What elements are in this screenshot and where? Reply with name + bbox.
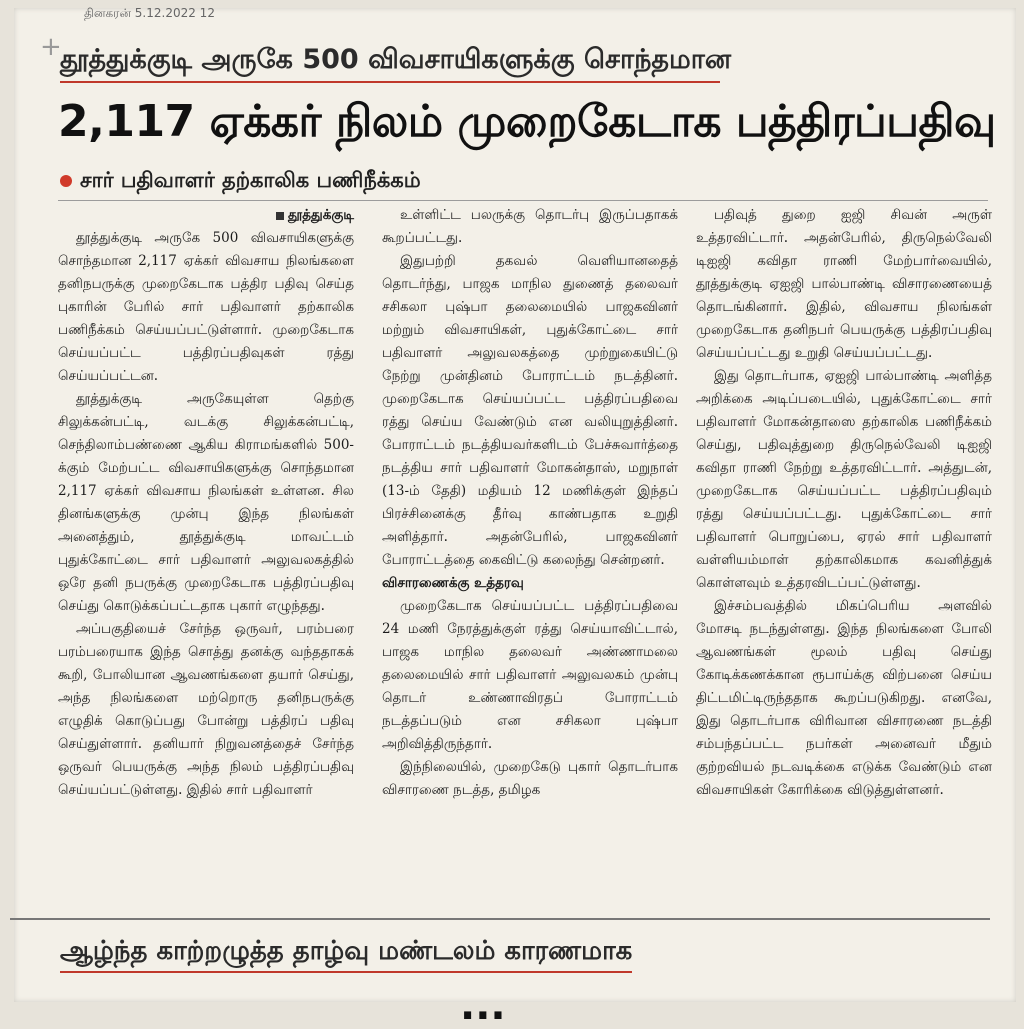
paragraph: உள்ளிட்ட பலருக்கு தொடர்பு இருப்பதாகக் கூறப்பட்டது. (382, 207, 678, 246)
dateline-text: தூத்துக்குடி (287, 207, 354, 223)
next-article-headline: ... (460, 983, 506, 1029)
article-headline: 2,117 ஏக்கர் நிலம் முறைகேடாக பத்திரப்பதிவு (58, 96, 996, 147)
paragraph: அப்பகுதியைச் சேர்ந்த ஒருவர், பரம்பரை பரம்பரையாக இந்த சொத்து தனக்கு வந்ததாகக் கூறி, போலியான ஆவணங்களை தயார் செய்து, அந்த நிலங்களை மற்றொரு தனிநபருக்கு எழுதிக் கொடுப்பது போன்று பத்திரப் பதிவு செய்துள்ளார். தனியார் நிறுவனத்தைச் சேர்ந்த ஒருவர் பெயருக்கு அந்த நிலம் பத்திரப்பதிவு செய்யப்பட்டுள்ளது. இதில் சார் பதிவாளர் (58, 621, 354, 798)
dateline (58, 204, 354, 227)
dateline-square-icon (276, 212, 284, 220)
article-subdeck (60, 168, 421, 195)
next-article-kicker: ஆழ்ந்த காற்றழுத்த தாழ்வு மண்டலம் காரணமாக (60, 936, 632, 973)
page-header-strip: தினகரன் 5.12.2022 12 (84, 6, 215, 20)
article-separator (10, 918, 990, 920)
paragraph: தூத்துக்குடி அருகேயுள்ள தெற்கு சிலுக்கன்பட்டி, வடக்கு சிலுக்கன்பட்டி, செந்திலாம்பண்ணை ஆகிய கிராமங்களில் 500-க்கும் மேற்பட்ட விவசாயிகளுக்கு சொந்தமான 2,117 ஏக்கர் விவசாய நிலங்கள் உள்ளன. சில தினங்களுக்கு முன்பு இந்த நிலங்கள் அனைத்தும், தூத்துக்குடி மாவட்டம் புதுக்கோட்டை சார் பதிவாளர் அலுவலகத்தில் ஒரே தனி நபருக்கு முறைகேடாக பத்திரப்பதிவு செய்து கொடுக்கப்பட்டதாக புகார் எழுந்தது. (58, 391, 354, 614)
paragraph: இதுபற்றி தகவல் வெளியானதைத் தொடர்ந்து, பாஜக மாநில துணைத் தலைவர் சசிகலா புஷ்பா தலைமையில் பாஜகவினர் மற்றும் விவசாயிகள், புதுக்கோட்டை சார் பதிவாளர் அலுவலகத்தை முற்றுகையிட்டு நேற்று முன்தினம் போராட்டம் நடத்தினர். முறைகேடாக செய்யப்பட்ட பத்திரப்பதிவை ரத்து செய்ய வேண்டும் என வலியுறுத்தினர். போராட்டம் நடத்தியவர்களிடம் பேச்சுவார்த்தை நடத்திய சார் பதிவாளர் மோகன்தாஸ், மறுநாள் (13-ம் தேதி) மதியம் 12 மணிக்குள் இந்தப் பிரச்சினைக்கு தீர்வு காண்பதாக உறுதி அளித்தார். அதன்பேரில், பாஜகவினர் போராட்டத்தை கைவிட்டு கலைந்து சென்றனர். (382, 253, 678, 568)
paragraph: பதிவுத் துறை ஐஜி சிவன் அருள் உத்தரவிட்டார். அதன்பேரில், திருநெல்வேலி டிஐஜி கவிதா ராணி மேற்பார்வையில், தூத்துக்குடி ஏஐஜி பால்பாண்டி விசாரணையைத் தொடங்கினார். இதில், விவசாய நிலங்கள் முறைகேடாக தனிநபர் பெயருக்கு பத்திரப்பதிவு செய்யப்பட்டது உறுதி செய்யப்பட்டது. (696, 207, 992, 361)
red-bullet-icon (60, 175, 72, 187)
paragraph: இது தொடர்பாக, ஏஐஜி பால்பாண்டி அளித்த அறிக்கை அடிப்படையில், புதுக்கோட்டை சார் பதிவாளர் மோகன்தாஸை தற்காலிக பணிநீக்கம் செய்து, பதிவுத்துறை திருநெல்வேலி டிஐஜி கவிதா ராணி நேற்று உத்தரவிட்டார். அத்துடன், முறைகேடாக செய்யப்பட்ட பத்திரப்பதிவும் ரத்து செய்யப்பட்டது. புதுக்கோட்டை சார் பதிவாளர் பொறுப்பை, ஏரல் சார் பதிவாளர் வள்ளியம்மாள் தற்காலிகமாக கவனித்துக் கொள்ளவும் உத்தரவிடப்பட்டுள்ளது. (696, 368, 992, 591)
headline-rule (58, 200, 988, 201)
article-kicker: தூத்துக்குடி அருகே 500 விவசாயிகளுக்கு சொந்தமான (60, 44, 720, 83)
article-column-3 (696, 204, 992, 904)
subdeck-text: சார் பதிவாளர் தற்காலிக பணிநீக்கம் (80, 168, 421, 192)
section-subhead: விசாரணைக்கு உத்தரவு (382, 575, 524, 591)
paragraph: தூத்துக்குடி அருகே 500 விவசாயிகளுக்கு சொந்தமான 2,117 ஏக்கர் விவசாய நிலங்களை தனிநபருக்கு முறைகேடாக பத்திர பதிவு செய்த புகாரின் பேரில் சார் பதிவாளர் தற்காலிக பணிநீக்கம் செய்யப்பட்டுள்ளார். முறைகேடாக செய்யப்பட்ட பத்திரப்பதிவுகள் ரத்து செய்யப்பட்டன. (58, 230, 354, 384)
article-column-1 (58, 204, 354, 904)
article-column-2 (382, 204, 678, 904)
paragraph: முறைகேடாக செய்யப்பட்ட பத்திரப்பதிவை 24 மணி நேரத்துக்குள் ரத்து செய்யாவிட்டால், பாஜக மாநில தலைவர் அண்ணாமலை தலைமையில் சார் பதிவாளர் அலுவலகம் முன்பு தொடர் உண்ணாவிரதப் போராட்டம் நடத்தப்படும் என சசிகலா புஷ்பா அறிவித்திருந்தார். (382, 598, 678, 752)
registration-mark: + (40, 32, 62, 62)
paragraph: இந்நிலையில், முறைகேடு புகார் தொடர்பாக விசாரணை நடத்த, தமிழக (382, 759, 678, 798)
paragraph: இச்சம்பவத்தில் மிகப்பெரிய அளவில் மோசடி நடந்துள்ளது. இந்த நிலங்களை போலி ஆவணங்கள் மூலம் பதிவு செய்து கோடிக்கணக்கான ரூபாய்க்கு விற்பனை செய்ய திட்டமிட்டிருந்ததாக கூறப்படுகிறது. எனவே, இது தொடர்பாக விரிவான விசாரணை நடத்தி சம்பந்தப்பட்ட நபர்கள் அனைவர் மீதும் குற்றவியல் நடவடிக்கை எடுக்க வேண்டும் என விவசாயிகள் கோரிக்கை விடுத்துள்ளனர். (696, 598, 992, 798)
